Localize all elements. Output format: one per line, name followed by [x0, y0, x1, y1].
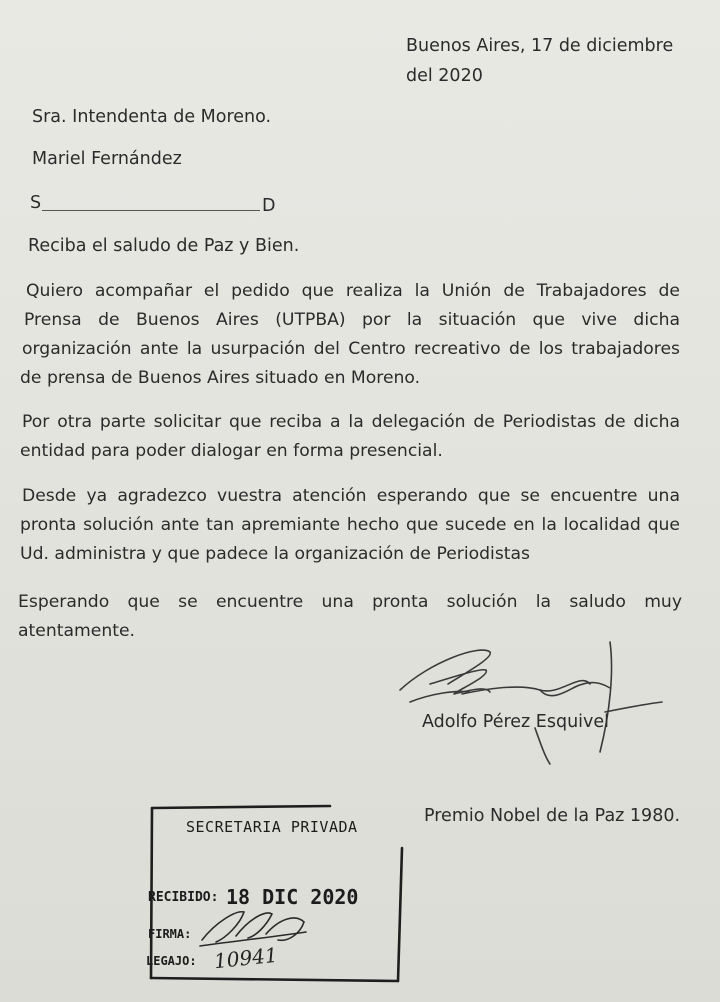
greeting: Reciba el saludo de Paz y Bien. — [28, 236, 300, 256]
signer-name: Adolfo Pérez Esquivel — [422, 712, 610, 732]
paragraph-3-line: Ud. administra y que padece la organización de Periodistas — [20, 544, 531, 564]
paragraph-4-line: Esperando que se encuentre una pronta solución la saludo muy — [18, 592, 682, 612]
stamp-received-label: RECIBIDO: — [148, 890, 219, 905]
date-line-2: del 2020 — [406, 66, 483, 86]
stamp-signature-label: FIRMA: — [148, 927, 192, 941]
paragraph-1-line: Quiero acompañar el pedido que realiza la Unión de Trabajadores de — [26, 281, 680, 301]
paragraph-3-line: pronta solución ante tan apremiante hecho que sucede en la localidad que — [20, 515, 680, 535]
paragraph-1-line: organización ante la usurpación del Centro recreativo de los trabajadores — [22, 339, 680, 359]
date-line-1: Buenos Aires, 17 de diciembre — [406, 36, 674, 56]
salutation-s: S — [30, 193, 42, 213]
handwritten-signature — [390, 632, 670, 772]
stamp-file-number: 10941 — [212, 942, 279, 974]
paragraph-3-line: Desde ya agradezco vuestra atención esperando que se encuentre una — [22, 486, 680, 506]
paragraph-1-line: Prensa de Buenos Aires (UTPBA) por la situación que vive dicha — [24, 310, 680, 330]
stamp-office: SECRETARIA PRIVADA — [186, 818, 358, 836]
paragraph-4-line: atentamente. — [18, 621, 135, 641]
salutation-d: D — [262, 196, 276, 216]
recipient-title: Sra. Intendenta de Moreno. — [32, 107, 272, 127]
paragraph-1-line: de prensa de Buenos Aires situado en Moreno. — [20, 368, 421, 388]
salutation-underline — [42, 210, 260, 211]
recipient-name: Mariel Fernández — [32, 149, 182, 169]
stamp-initials-scribble — [196, 902, 316, 952]
stamp-received-date: 18 DIC 2020 — [226, 885, 359, 909]
paragraph-2-line: entidad para poder dialogar en forma presencial. — [20, 441, 443, 461]
signer-title: Premio Nobel de la Paz 1980. — [424, 806, 681, 826]
stamp-file-label: LEGAJO: — [146, 954, 197, 968]
paragraph-2-line: Por otra parte solicitar que reciba a la delegación de Periodistas de dicha — [22, 412, 680, 432]
